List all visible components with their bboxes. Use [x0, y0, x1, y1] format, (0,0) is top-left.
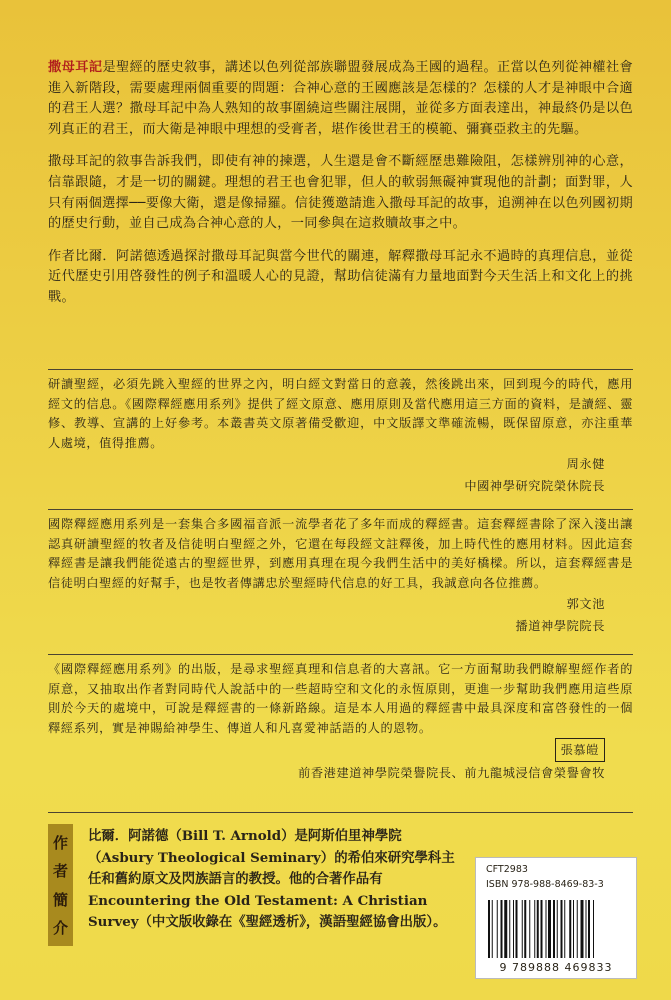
- endorser-title: 前香港建道神學院榮譽院長、前九龍城浸信會榮譽會牧: [298, 766, 605, 781]
- endorsement-text: 研讀聖經，必須先跳入聖經的世界之內，明白經文對當日的意義，然後跳出來，回到現今的時代，應用經文的信息。《國際釋經應用系列》提供了經文原意、應用原則及當代應用這三方面的資料，是讀經、靈修、教導、宣講的上好參考。本叢書英文原著備受歡迎，中文版譯文準確流暢，既保留原意，亦注重華人處境，值得推薦。: [48, 377, 633, 450]
- isbn-text: ISBN 978-988-8469-83-3: [486, 879, 604, 890]
- endorser-title: 播道神學院院長: [515, 619, 605, 634]
- endorser-name-box: 張慕皚: [555, 738, 605, 762]
- barcode-bar: [497, 900, 498, 958]
- barcode-bar: [586, 900, 587, 958]
- barcode-bar: [548, 900, 551, 958]
- endorser-title: 中國神學研究院榮休院長: [464, 479, 605, 494]
- endorser-name: 郭文池: [566, 597, 605, 612]
- barcode-number: 9 789888 469833: [499, 961, 613, 974]
- barcode-bar: [537, 900, 539, 958]
- barcode-bar: [546, 900, 547, 958]
- endorsement-2: [48, 515, 633, 637]
- barcode-bar: [553, 900, 555, 958]
- barcode-bar: [588, 900, 590, 958]
- barcode-bar: [513, 900, 514, 958]
- endorser-name: [48, 738, 633, 762]
- barcode-bar: [557, 900, 558, 958]
- barcode-bar: [573, 900, 574, 958]
- barcode-bar: [509, 900, 510, 958]
- barcode-label: [475, 857, 637, 979]
- divider-2: [48, 509, 633, 510]
- divider-1: [48, 369, 633, 370]
- barcode-bar: [522, 900, 523, 958]
- endorsement-text: 《國際釋經應用系列》的出版，是尋求聖經真理和信息者的大喜訊。它一方面幫助我們瞭解聖經作者的原意，又抽取出作者對同時代人說話中的一些超時空和文化的永恆原則，更進一步幫助我們應用這些原則於今天的處境中，可說是釋經書的一條新路線。這是本人用過的釋經書中最具深度和富啓發性的一個釋經系列，實是神賜給神學生、傳道人和凡喜愛神話語的人的恩物。: [48, 662, 633, 735]
- barcode-bar: [564, 900, 565, 958]
- barcode-bar: [524, 900, 526, 958]
- barcode-bar: [529, 900, 530, 958]
- book-title-highlight: 撒母耳記: [48, 60, 103, 75]
- tag-char: 作: [52, 833, 68, 852]
- barcode-bar: [541, 900, 543, 958]
- endorsement-3: [48, 660, 633, 784]
- barcode-bar: [561, 900, 563, 958]
- author-intro-tag: [48, 824, 73, 946]
- tag-char: 簡: [52, 890, 68, 909]
- description-paragraph-1: 撒母耳記是聖經的歷史敘事，講述以色列從部族聯盟發展成為王國的過程。正當以色列從神權社會進入新階段，需要處理兩個重要的問題：合神心意的王國應該是怎樣的？怎樣的人才是神眼中合適的君王人選？撒母耳記中為人熟知的故事圍繞這些關注展開，並從多方面表達出，神最終仍是以色列真正的君王，而大衛是神眼中理想的受膏者，堪作後世君王的模範、彌賽亞救主的先驅。: [48, 60, 633, 137]
- barcode-bar: [577, 900, 578, 958]
- barcode-bar: [504, 900, 507, 958]
- description-paragraph-3: 作者比爾．阿諾德透過探討撒母耳記與當今世代的關連，解釋撒母耳記永不過時的真理信息，並從近代歷史引用啓發性的例子和溫暖人心的見證，幫助信徒滿有力量地面對今天生活上和文化上的挑戰。: [48, 248, 633, 305]
- barcode-bar: [488, 900, 490, 958]
- barcode-bar: [492, 900, 493, 958]
- barcode-bar: [581, 900, 584, 958]
- tag-char: 者: [52, 862, 68, 881]
- description-paragraph-2: 撒母耳記的敘事告訴我們，即使有神的揀選，人生還是會不斷經歷患難險阻，怎樣辨別神的心意，信靠跟隨，才是一切的關鍵。理想的君王也會犯罪，但人的軟弱無礙神實現他的計劃；面對罪，人只有兩個選擇──要像大衛，還是像掃羅。信徒獲邀請進入撒母耳記的故事，追溯神在以色列國初期的歷史行動，並自己成為合神心意的人，一同參與在這救贖故事之中。: [48, 154, 633, 232]
- endorsement-1: [48, 375, 633, 497]
- divider-4: [48, 812, 633, 813]
- tag-char: 介: [52, 919, 68, 938]
- author-bio: 比爾．阿諾德（Bill T. Arnold）是阿斯伯里神學院（Asbury Theological Seminary）的希伯來研究學科主任和舊約原文及閃族語言的教授。他的合著作品有 Encountering the Old Testament: A Christian Survey（中文版收錄在《聖經透析》，漢語聖經協會出版）。: [88, 828, 455, 930]
- barcode-bar: [593, 900, 594, 958]
- book-description: [48, 58, 633, 321]
- endorsement-text: 國際釋經應用系列是一套集合多國福音派一流學者花了多年而成的釋經書。這套釋經書除了深入淺出讓認真研讀聖經的牧者及信徒明白聖經之外，它還在每段經文註釋後，加上時代性的應用材料。因此這套釋經書是讓我們能從遠古的聖經世界，到應用真理在現今我們生活中的美好橋樑。所以，這套釋經書是信徒明白聖經的好幫手，也是牧者傳講忠於聖經時代信息的好工具，我誠意向各位推薦。: [48, 517, 633, 590]
- barcode-bar: [501, 900, 503, 958]
- barcode-bar: [516, 900, 518, 958]
- barcode-bar: [534, 900, 535, 958]
- endorser-name: 周永健: [566, 457, 605, 472]
- divider-3: [48, 654, 633, 655]
- barcode-bar: [569, 900, 571, 958]
- barcode-graphic: [486, 900, 626, 958]
- product-code: CFT2983: [486, 864, 528, 875]
